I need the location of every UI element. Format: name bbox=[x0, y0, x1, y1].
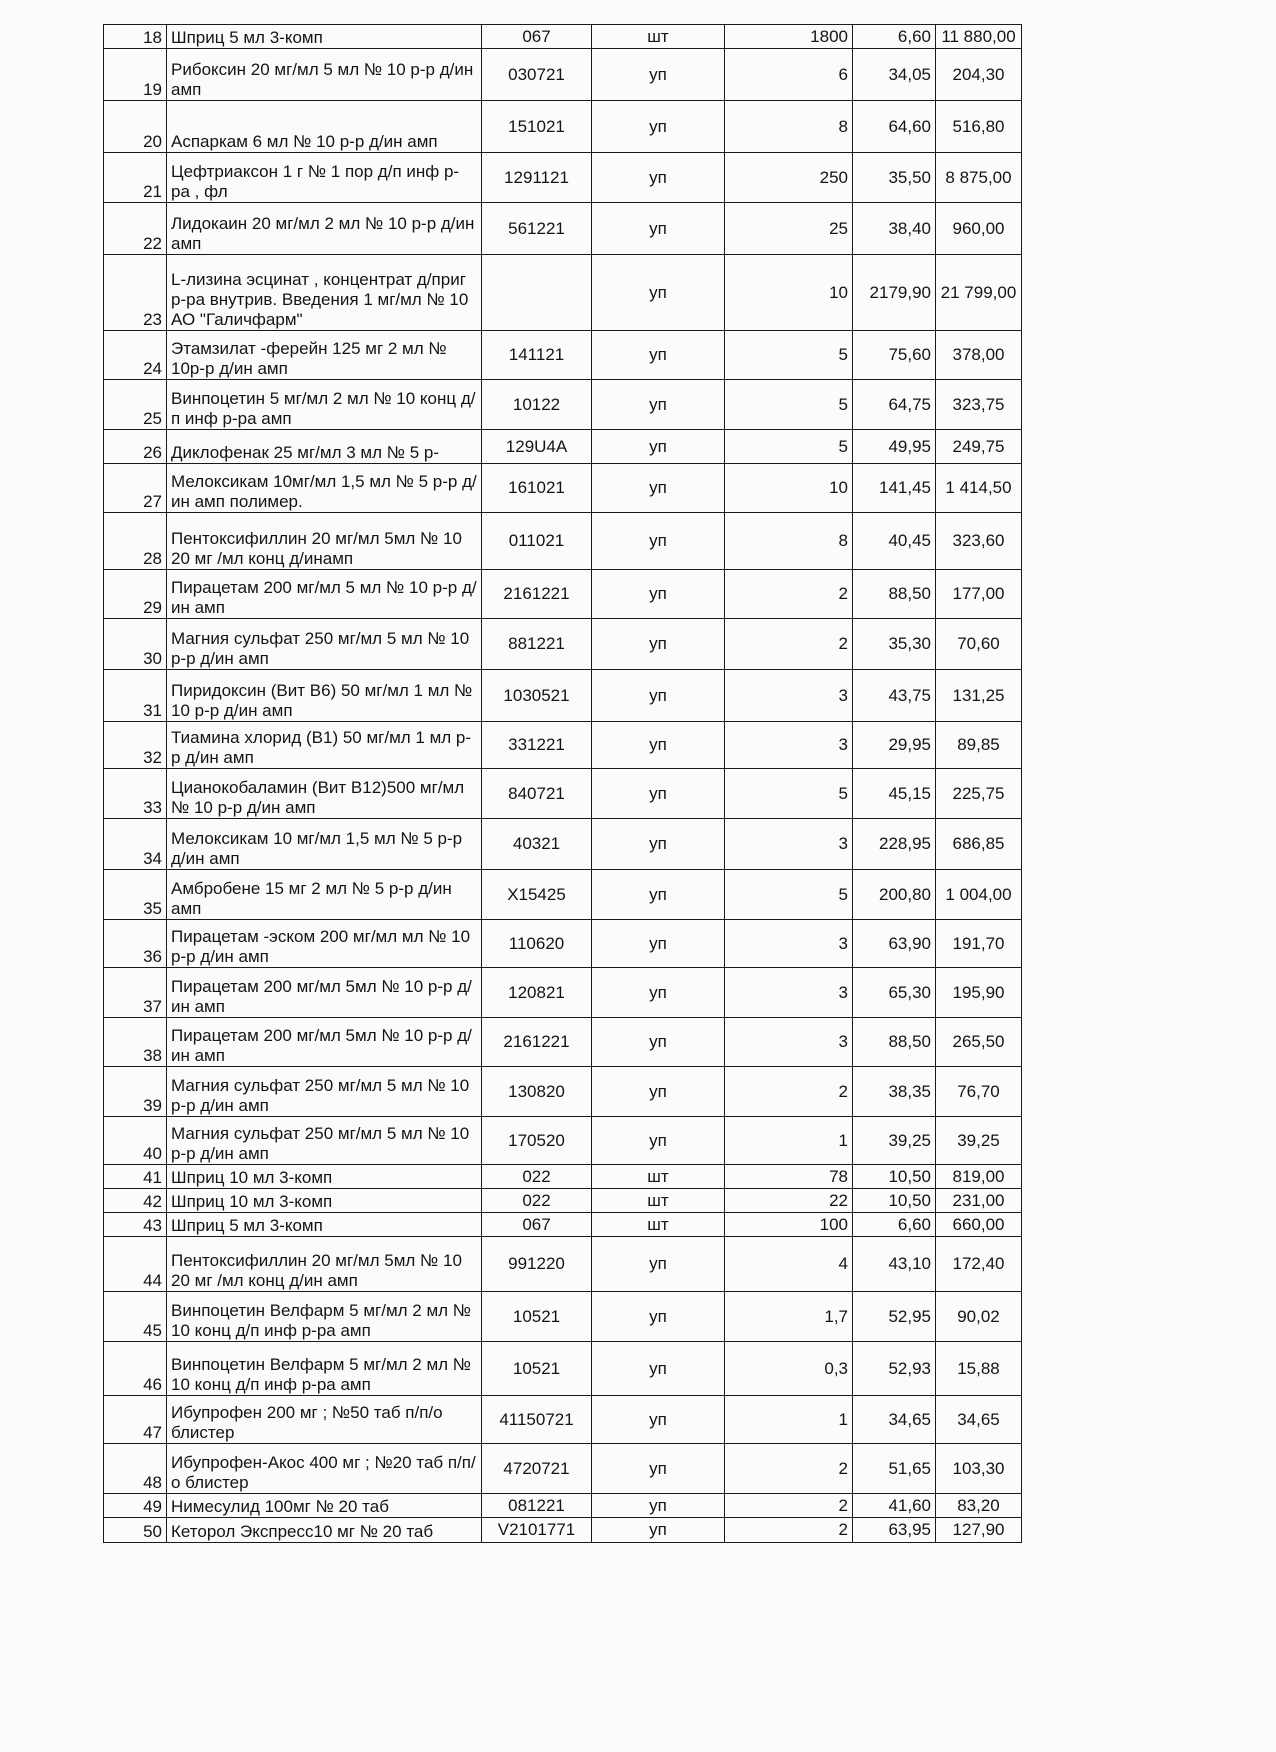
item-price: 38,40 bbox=[853, 203, 936, 255]
item-quantity: 8 bbox=[725, 513, 853, 570]
item-sum: 83,20 bbox=[936, 1494, 1022, 1518]
item-unit: уп bbox=[592, 1518, 725, 1543]
item-sum: 1 004,00 bbox=[936, 870, 1022, 920]
item-sum: 103,30 bbox=[936, 1444, 1022, 1494]
item-sum: 90,02 bbox=[936, 1292, 1022, 1342]
item-quantity: 10 bbox=[725, 464, 853, 513]
row-number: 31 bbox=[104, 670, 167, 722]
item-unit: уп bbox=[592, 920, 725, 968]
row-number: 35 bbox=[104, 870, 167, 920]
row-number: 23 bbox=[104, 255, 167, 331]
item-sum: 323,60 bbox=[936, 513, 1022, 570]
item-code: 067 bbox=[482, 1213, 592, 1237]
item-price: 45,15 bbox=[853, 769, 936, 819]
item-price: 2179,90 bbox=[853, 255, 936, 331]
row-number: 42 bbox=[104, 1189, 167, 1213]
item-name: Ибупрофен 200 мг ; №50 таб п/п/о блистер bbox=[167, 1396, 482, 1444]
item-name: Пирацетам 200 мг/мл 5мл № 10 р-р д/ин амп bbox=[167, 1018, 482, 1067]
row-number: 26 bbox=[104, 430, 167, 464]
item-price: 63,90 bbox=[853, 920, 936, 968]
item-name: Пирацетам -эском 200 мг/мл мл № 10 р-р д/ин амп bbox=[167, 920, 482, 968]
table-row bbox=[104, 1165, 1022, 1189]
item-quantity: 2 bbox=[725, 1494, 853, 1518]
item-sum: 89,85 bbox=[936, 722, 1022, 769]
item-quantity: 2 bbox=[725, 1444, 853, 1494]
item-unit: уп bbox=[592, 153, 725, 203]
table-row bbox=[104, 920, 1022, 968]
table-row bbox=[104, 331, 1022, 380]
item-price: 52,93 bbox=[853, 1342, 936, 1396]
item-name: Нимесулид 100мг № 20 таб bbox=[167, 1494, 482, 1518]
item-price: 43,75 bbox=[853, 670, 936, 722]
item-unit: уп bbox=[592, 1444, 725, 1494]
item-code: 067 bbox=[482, 25, 592, 49]
item-name: Шприц 5 мл 3-комп bbox=[167, 1213, 482, 1237]
item-name: Ибупрофен-Акос 400 мг ; №20 таб п/п/о блистер bbox=[167, 1444, 482, 1494]
table-row bbox=[104, 380, 1022, 430]
item-name: Тиамина хлорид (В1) 50 мг/мл 1 мл р-р д/ин амп bbox=[167, 722, 482, 769]
item-price: 64,60 bbox=[853, 101, 936, 153]
item-name: Пентоксифиллин 20 мг/мл 5мл № 10 20 мг /мл конц д/инамп bbox=[167, 513, 482, 570]
item-unit: уп bbox=[592, 203, 725, 255]
row-number: 27 bbox=[104, 464, 167, 513]
item-name: Лидокаин 20 мг/мл 2 мл № 10 р-р д/ин амп bbox=[167, 203, 482, 255]
table-row bbox=[104, 513, 1022, 570]
item-code: 561221 bbox=[482, 203, 592, 255]
invoice-table bbox=[103, 24, 1022, 1543]
item-code: 41150721 bbox=[482, 1396, 592, 1444]
item-quantity: 5 bbox=[725, 769, 853, 819]
item-price: 6,60 bbox=[853, 1213, 936, 1237]
item-name: Магния сульфат 250 мг/мл 5 мл № 10 р-р д/ин амп bbox=[167, 1067, 482, 1117]
row-number: 34 bbox=[104, 819, 167, 870]
item-code: 081221 bbox=[482, 1494, 592, 1518]
item-unit: шт bbox=[592, 1189, 725, 1213]
item-name: Пиридоксин (Вит В6) 50 мг/мл 1 мл № 10 р-р д/ин амп bbox=[167, 670, 482, 722]
row-number: 48 bbox=[104, 1444, 167, 1494]
item-name: Кеторол Экспресс10 мг № 20 таб bbox=[167, 1518, 482, 1543]
table-row bbox=[104, 1518, 1022, 1543]
item-quantity: 2 bbox=[725, 570, 853, 619]
row-number: 50 bbox=[104, 1518, 167, 1543]
row-number: 40 bbox=[104, 1117, 167, 1165]
item-sum: 70,60 bbox=[936, 619, 1022, 670]
item-sum: 15,88 bbox=[936, 1342, 1022, 1396]
item-name: Шприц 10 мл 3-комп bbox=[167, 1189, 482, 1213]
row-number: 19 bbox=[104, 49, 167, 101]
item-price: 29,95 bbox=[853, 722, 936, 769]
item-price: 6,60 bbox=[853, 25, 936, 49]
item-code: 170520 bbox=[482, 1117, 592, 1165]
item-name: Рибоксин 20 мг/мл 5 мл № 10 р-р д/ин амп bbox=[167, 49, 482, 101]
item-name: L-лизина эсцинат , концентрат д/приг р-ра внутрив. Введения 1 мг/мл № 10 АО "Галичфарм" bbox=[167, 255, 482, 331]
item-unit: уп bbox=[592, 722, 725, 769]
item-quantity: 2 bbox=[725, 619, 853, 670]
item-unit: уп bbox=[592, 49, 725, 101]
item-sum: 231,00 bbox=[936, 1189, 1022, 1213]
item-sum: 378,00 bbox=[936, 331, 1022, 380]
item-code: 10122 bbox=[482, 380, 592, 430]
table-row bbox=[104, 49, 1022, 101]
table-body bbox=[104, 25, 1022, 1543]
item-name: Магния сульфат 250 мг/мл 5 мл № 10 р-р д/ин амп bbox=[167, 619, 482, 670]
table-row bbox=[104, 1396, 1022, 1444]
item-code: 141121 bbox=[482, 331, 592, 380]
row-number: 37 bbox=[104, 968, 167, 1018]
item-unit: уп bbox=[592, 619, 725, 670]
row-number: 18 bbox=[104, 25, 167, 49]
item-unit: уп bbox=[592, 464, 725, 513]
item-quantity: 3 bbox=[725, 1018, 853, 1067]
item-quantity: 8 bbox=[725, 101, 853, 153]
item-code: V2101771 bbox=[482, 1518, 592, 1543]
row-number: 25 bbox=[104, 380, 167, 430]
item-unit: уп bbox=[592, 1067, 725, 1117]
item-quantity: 1,7 bbox=[725, 1292, 853, 1342]
item-unit: уп bbox=[592, 430, 725, 464]
item-name: Этамзилат -ферейн 125 мг 2 мл № 10р-р д/ин амп bbox=[167, 331, 482, 380]
item-sum: 516,80 bbox=[936, 101, 1022, 153]
row-number: 49 bbox=[104, 1494, 167, 1518]
item-code: 120821 bbox=[482, 968, 592, 1018]
item-name: Шприц 10 мл 3-комп bbox=[167, 1165, 482, 1189]
item-unit: уп bbox=[592, 255, 725, 331]
item-price: 200,80 bbox=[853, 870, 936, 920]
item-code: 2161221 bbox=[482, 1018, 592, 1067]
table-row bbox=[104, 769, 1022, 819]
table-row bbox=[104, 1018, 1022, 1067]
item-name: Аспаркам 6 мл № 10 р-р д/ин амп bbox=[167, 101, 482, 153]
table-row bbox=[104, 1189, 1022, 1213]
item-unit: уп bbox=[592, 380, 725, 430]
item-code bbox=[482, 255, 592, 331]
item-unit: уп bbox=[592, 331, 725, 380]
item-price: 52,95 bbox=[853, 1292, 936, 1342]
item-quantity: 6 bbox=[725, 49, 853, 101]
item-code: 10521 bbox=[482, 1292, 592, 1342]
item-name: Магния сульфат 250 мг/мл 5 мл № 10 р-р д/ин амп bbox=[167, 1117, 482, 1165]
item-name: Диклофенак 25 мг/мл 3 мл № 5 р- bbox=[167, 430, 482, 464]
item-code: 331221 bbox=[482, 722, 592, 769]
item-name: Цефтриаксон 1 г № 1 пор д/п инф р-ра , фл bbox=[167, 153, 482, 203]
table-row bbox=[104, 1067, 1022, 1117]
table-row bbox=[104, 722, 1022, 769]
item-price: 64,75 bbox=[853, 380, 936, 430]
item-price: 35,30 bbox=[853, 619, 936, 670]
item-code: 151021 bbox=[482, 101, 592, 153]
item-quantity: 3 bbox=[725, 920, 853, 968]
item-code: 130820 bbox=[482, 1067, 592, 1117]
table-row bbox=[104, 1117, 1022, 1165]
item-price: 10,50 bbox=[853, 1189, 936, 1213]
item-unit: уп bbox=[592, 819, 725, 870]
item-sum: 11 880,00 bbox=[936, 25, 1022, 49]
item-quantity: 0,3 bbox=[725, 1342, 853, 1396]
item-code: 022 bbox=[482, 1189, 592, 1213]
item-sum: 76,70 bbox=[936, 1067, 1022, 1117]
item-sum: 21 799,00 bbox=[936, 255, 1022, 331]
item-code: 840721 bbox=[482, 769, 592, 819]
item-price: 75,60 bbox=[853, 331, 936, 380]
item-price: 40,45 bbox=[853, 513, 936, 570]
row-number: 22 bbox=[104, 203, 167, 255]
row-number: 20 bbox=[104, 101, 167, 153]
item-quantity: 5 bbox=[725, 331, 853, 380]
item-unit: уп bbox=[592, 769, 725, 819]
item-name: Пентоксифиллин 20 мг/мл 5мл № 10 20 мг /мл конц д/ин амп bbox=[167, 1237, 482, 1292]
item-quantity: 5 bbox=[725, 430, 853, 464]
row-number: 36 bbox=[104, 920, 167, 968]
item-sum: 265,50 bbox=[936, 1018, 1022, 1067]
item-sum: 1 414,50 bbox=[936, 464, 1022, 513]
item-code: 10521 bbox=[482, 1342, 592, 1396]
item-sum: 195,90 bbox=[936, 968, 1022, 1018]
item-sum: 660,00 bbox=[936, 1213, 1022, 1237]
item-sum: 686,85 bbox=[936, 819, 1022, 870]
row-number: 32 bbox=[104, 722, 167, 769]
item-sum: 127,90 bbox=[936, 1518, 1022, 1543]
item-quantity: 3 bbox=[725, 819, 853, 870]
table-row bbox=[104, 255, 1022, 331]
item-quantity: 10 bbox=[725, 255, 853, 331]
table-row bbox=[104, 430, 1022, 464]
item-unit: уп bbox=[592, 101, 725, 153]
item-unit: уп bbox=[592, 570, 725, 619]
item-quantity: 250 bbox=[725, 153, 853, 203]
table-row bbox=[104, 1494, 1022, 1518]
item-quantity: 78 bbox=[725, 1165, 853, 1189]
item-sum: 960,00 bbox=[936, 203, 1022, 255]
item-sum: 191,70 bbox=[936, 920, 1022, 968]
row-number: 43 bbox=[104, 1213, 167, 1237]
item-unit: уп bbox=[592, 1237, 725, 1292]
item-unit: шт bbox=[592, 25, 725, 49]
item-quantity: 5 bbox=[725, 870, 853, 920]
row-number: 29 bbox=[104, 570, 167, 619]
table-row bbox=[104, 670, 1022, 722]
item-code: X15425 bbox=[482, 870, 592, 920]
item-price: 51,65 bbox=[853, 1444, 936, 1494]
row-number: 21 bbox=[104, 153, 167, 203]
table-row bbox=[104, 1342, 1022, 1396]
table-row bbox=[104, 25, 1022, 49]
item-price: 63,95 bbox=[853, 1518, 936, 1543]
item-name: Винпоцетин Велфарм 5 мг/мл 2 мл № 10 конц д/п инф р-ра амп bbox=[167, 1292, 482, 1342]
table-row bbox=[104, 1237, 1022, 1292]
item-quantity: 5 bbox=[725, 380, 853, 430]
item-unit: уп bbox=[592, 670, 725, 722]
item-unit: уп bbox=[592, 1292, 725, 1342]
item-price: 88,50 bbox=[853, 1018, 936, 1067]
item-name: Винпоцетин Велфарм 5 мг/мл 2 мл № 10 конц д/п инф р-ра амп bbox=[167, 1342, 482, 1396]
item-sum: 249,75 bbox=[936, 430, 1022, 464]
item-name: Мелоксикам 10 мг/мл 1,5 мл № 5 р-р д/ин амп bbox=[167, 819, 482, 870]
item-price: 39,25 bbox=[853, 1117, 936, 1165]
item-name: Шприц 5 мл 3-комп bbox=[167, 25, 482, 49]
item-price: 35,50 bbox=[853, 153, 936, 203]
item-unit: уп bbox=[592, 1018, 725, 1067]
item-sum: 172,40 bbox=[936, 1237, 1022, 1292]
item-price: 34,65 bbox=[853, 1396, 936, 1444]
row-number: 47 bbox=[104, 1396, 167, 1444]
item-name: Мелоксикам 10мг/мл 1,5 мл № 5 р-р д/ин амп полимер. bbox=[167, 464, 482, 513]
item-code: 022 bbox=[482, 1165, 592, 1189]
table-row bbox=[104, 464, 1022, 513]
item-price: 141,45 bbox=[853, 464, 936, 513]
item-name: Пирацетам 200 мг/мл 5 мл № 10 р-р д/ин амп bbox=[167, 570, 482, 619]
table-row bbox=[104, 819, 1022, 870]
row-number: 44 bbox=[104, 1237, 167, 1292]
row-number: 46 bbox=[104, 1342, 167, 1396]
table-row bbox=[104, 101, 1022, 153]
item-name: Винпоцетин 5 мг/мл 2 мл № 10 конц д/п инф р-ра амп bbox=[167, 380, 482, 430]
item-sum: 177,00 bbox=[936, 570, 1022, 619]
item-sum: 204,30 bbox=[936, 49, 1022, 101]
item-code: 1291121 bbox=[482, 153, 592, 203]
item-price: 228,95 bbox=[853, 819, 936, 870]
item-code: 110620 bbox=[482, 920, 592, 968]
item-quantity: 3 bbox=[725, 670, 853, 722]
item-name: Амбробене 15 мг 2 мл № 5 р-р д/ин амп bbox=[167, 870, 482, 920]
table-row bbox=[104, 1444, 1022, 1494]
table-row bbox=[104, 570, 1022, 619]
item-unit: уп bbox=[592, 968, 725, 1018]
item-quantity: 1 bbox=[725, 1396, 853, 1444]
item-price: 10,50 bbox=[853, 1165, 936, 1189]
item-code: 4720721 bbox=[482, 1444, 592, 1494]
item-price: 41,60 bbox=[853, 1494, 936, 1518]
item-name: Пирацетам 200 мг/мл 5мл № 10 р-р д/ин амп bbox=[167, 968, 482, 1018]
row-number: 30 bbox=[104, 619, 167, 670]
item-unit: уп bbox=[592, 870, 725, 920]
row-number: 28 bbox=[104, 513, 167, 570]
item-price: 88,50 bbox=[853, 570, 936, 619]
item-quantity: 1 bbox=[725, 1117, 853, 1165]
row-number: 38 bbox=[104, 1018, 167, 1067]
item-sum: 131,25 bbox=[936, 670, 1022, 722]
item-unit: шт bbox=[592, 1165, 725, 1189]
table-row bbox=[104, 1213, 1022, 1237]
item-unit: уп bbox=[592, 1494, 725, 1518]
item-code: 011021 bbox=[482, 513, 592, 570]
item-unit: уп bbox=[592, 1396, 725, 1444]
table-row bbox=[104, 203, 1022, 255]
item-price: 49,95 bbox=[853, 430, 936, 464]
item-quantity: 2 bbox=[725, 1518, 853, 1543]
table-row bbox=[104, 619, 1022, 670]
row-number: 41 bbox=[104, 1165, 167, 1189]
row-number: 33 bbox=[104, 769, 167, 819]
item-name: Цианокобаламин (Вит В12)500 мг/мл № 10 р-р д/ин амп bbox=[167, 769, 482, 819]
item-code: 129U4A bbox=[482, 430, 592, 464]
item-sum: 323,75 bbox=[936, 380, 1022, 430]
row-number: 24 bbox=[104, 331, 167, 380]
item-sum: 34,65 bbox=[936, 1396, 1022, 1444]
item-price: 34,05 bbox=[853, 49, 936, 101]
item-unit: шт bbox=[592, 1213, 725, 1237]
item-code: 2161221 bbox=[482, 570, 592, 619]
item-quantity: 1800 bbox=[725, 25, 853, 49]
item-unit: уп bbox=[592, 513, 725, 570]
item-code: 40321 bbox=[482, 819, 592, 870]
item-price: 43,10 bbox=[853, 1237, 936, 1292]
item-price: 38,35 bbox=[853, 1067, 936, 1117]
item-quantity: 22 bbox=[725, 1189, 853, 1213]
table-row bbox=[104, 870, 1022, 920]
item-sum: 39,25 bbox=[936, 1117, 1022, 1165]
item-code: 1030521 bbox=[482, 670, 592, 722]
item-unit: уп bbox=[592, 1342, 725, 1396]
item-quantity: 4 bbox=[725, 1237, 853, 1292]
table-row bbox=[104, 153, 1022, 203]
item-quantity: 3 bbox=[725, 722, 853, 769]
item-sum: 8 875,00 bbox=[936, 153, 1022, 203]
item-code: 161021 bbox=[482, 464, 592, 513]
table-row bbox=[104, 968, 1022, 1018]
item-quantity: 100 bbox=[725, 1213, 853, 1237]
row-number: 39 bbox=[104, 1067, 167, 1117]
table-row bbox=[104, 1292, 1022, 1342]
item-sum: 819,00 bbox=[936, 1165, 1022, 1189]
item-quantity: 2 bbox=[725, 1067, 853, 1117]
item-sum: 225,75 bbox=[936, 769, 1022, 819]
item-price: 65,30 bbox=[853, 968, 936, 1018]
item-unit: уп bbox=[592, 1117, 725, 1165]
item-code: 991220 bbox=[482, 1237, 592, 1292]
item-quantity: 3 bbox=[725, 968, 853, 1018]
row-number: 45 bbox=[104, 1292, 167, 1342]
item-code: 881221 bbox=[482, 619, 592, 670]
item-quantity: 25 bbox=[725, 203, 853, 255]
item-code: 030721 bbox=[482, 49, 592, 101]
